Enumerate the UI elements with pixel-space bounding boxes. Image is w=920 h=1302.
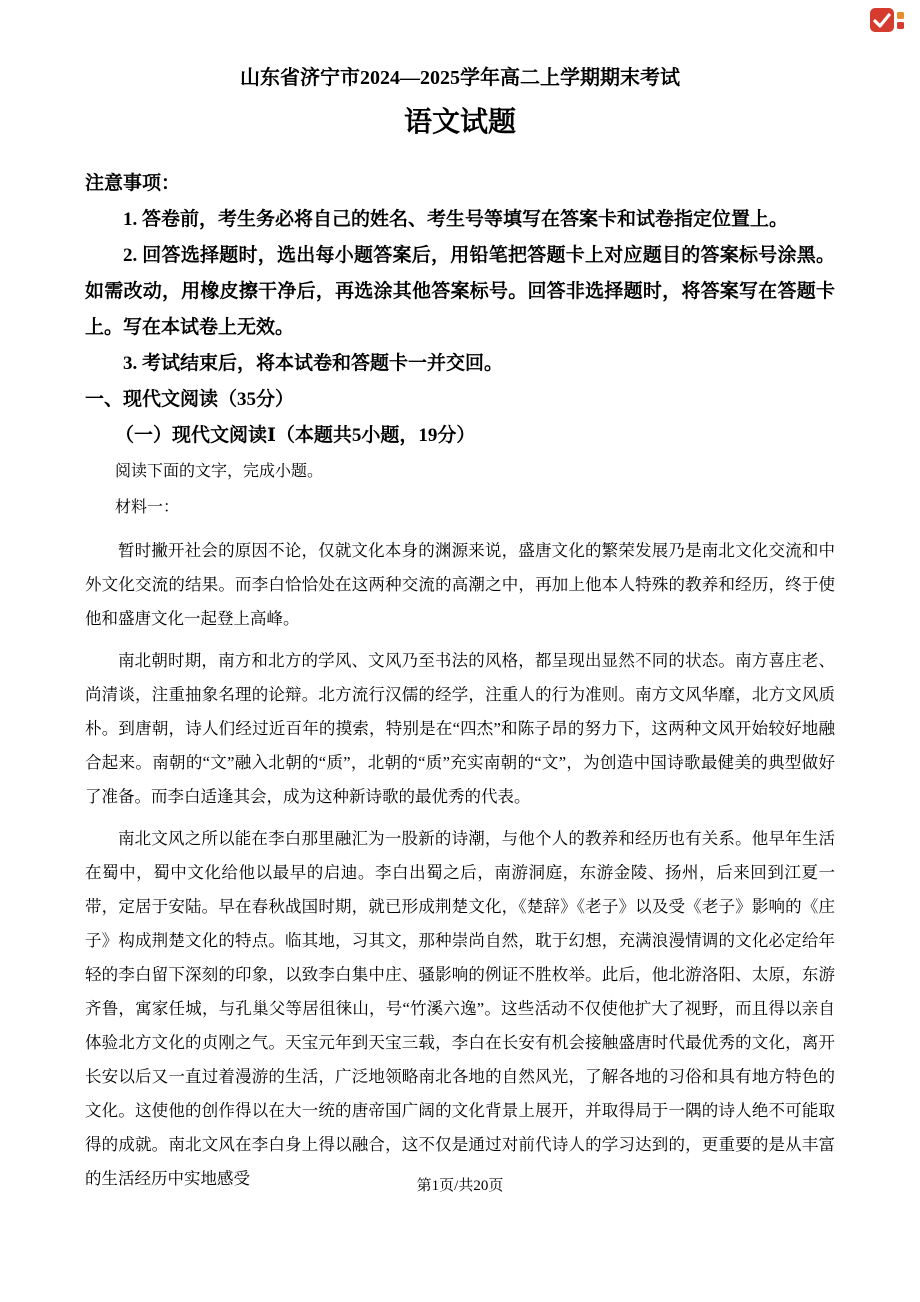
subject-title: 语文试题 (403, 107, 516, 138)
section-one-sub-heading: （一）现代文阅读Ⅰ（本题共5小题，19分） (115, 425, 476, 446)
exam-title: 山东省济宁市2024—2025学年高二上学期期末考试 (240, 67, 680, 89)
notice-heading: 注意事项： (85, 173, 181, 194)
notice-item-3: 3. 考试结束后，将本试卷和答题卡一并交回。 (123, 353, 504, 374)
material-paragraph-3: 南北文风之所以能在李白那里融汇为一股新的诗潮，与他个人的教养和经历也有关系。他早年生活在蜀中，蜀中文化给他以最早的启迪。李白出蜀之后，南游洞庭，东游金陵、扬州，后来回到江夏一带，定居于安陆。早在春秋战国时期，就已形成荆楚文化，《楚辞》《老子》以及受《老子》影响的《庄子》构成荆楚文化的特点。临其地，习其文，那种崇尚自然，耽于幻想，充满浪漫情调的文化必定给年轻的李白留下深刻的印象，以致李白集中庄、骚影响的例证不胜枚举。此后，他北游洛阳、太原，东游齐鲁，寓家任城，与孔巢父等居徂徕山，号“竹溪六逸”。这些活动不仅使他扩大了视野，而且得以亲自体验北方文化的贞刚之气。天宝元年到天宝三载，李白在长安有机会接触盛唐时代最优秀的文化，离开长安以后又一直过着漫游的生活，广泛地领略南北各地的自然风光，了解各地的习俗和具有地方特色的文化。这使他的创作得以在大一统的唐帝国广阔的文化背景上展开，并取得局于一隅的诗人绝不可能取得的成就。南北文风在李白身上得以融合，这不仅是通过对前代诗人的学习达到的，更重要的是从丰富的生活经历中实地感受 (85, 829, 835, 1188)
reading-instruction: 阅读下面的文字，完成小题。 (115, 463, 324, 480)
notice-item-1: 1. 答卷前，考生务必将自己的姓名、考生号等填写在答案卡和试卷指定位置上。 (123, 209, 789, 230)
brand-logo-icon (868, 6, 906, 34)
notice-item-2: 2. 回答选择题时，选出每小题答案后，用铅笔把答题卡上对应题目的答案标号涂黑。如需改动，用橡皮擦干净后，再选涂其他答案标号。回答非选择题时，将答案写在答题卡上。写在本试卷上无效。 (85, 245, 835, 338)
material-paragraph-1: 暂时撇开社会的原因不论，仅就文化本身的渊源来说，盛唐文化的繁荣发展乃是南北文化交流和中外文化交流的结果。而李白恰恰处在这两种交流的高潮之中，再加上他本人特殊的教养和经历，终于使他和盛唐文化一起登上高峰。 (85, 541, 835, 628)
page-number-footer: 第1页/共20页 (416, 1178, 504, 1194)
section-one-heading: 一、现代文阅读（35分） (85, 389, 295, 410)
material-paragraph-2: 南北朝时期，南方和北方的学风、文风乃至书法的风格，都呈现出显然不同的状态。南方喜庄老、尚清谈，注重抽象名理的论辩。北方流行汉儒的经学，注重人的行为准则。南方文风华靡，北方文风质朴。到唐朝，诗人们经过近百年的摸索，特别是在“四杰”和陈子昂的努力下，这两种文风开始较好地融合起来。南朝的“文”融入北朝的“质”，北朝的“质”充实南朝的“文”，为创造中国诗歌最健美的典型做好了准备。而李白适逢其会，成为这种新诗歌的最优秀的代表。 (85, 651, 835, 806)
material-one-label: 材料一： (115, 499, 180, 516)
